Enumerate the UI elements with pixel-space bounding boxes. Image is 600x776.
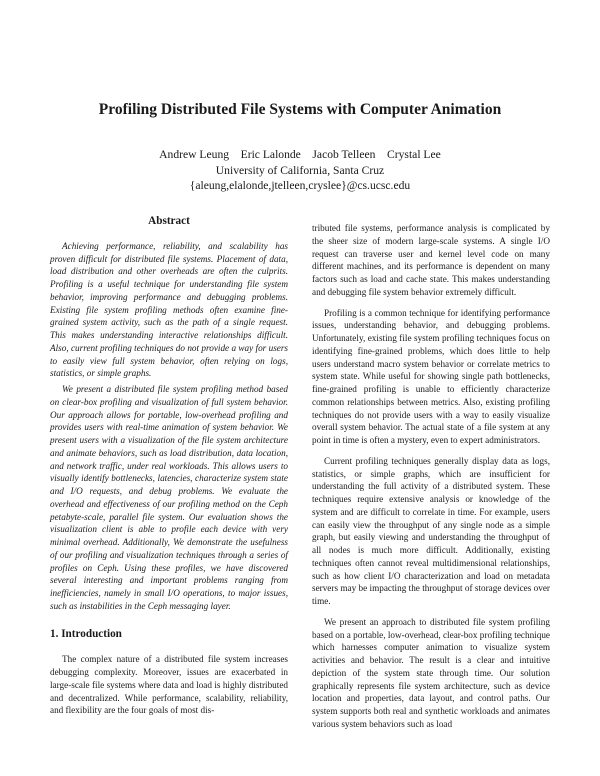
author-names: Andrew Leung Eric Lalonde Jacob Telleen Crystal Lee xyxy=(159,148,441,161)
body-paragraph: Profiling is a common technique for identifying performance issues, understanding behavior, and debugging problems. Unfortunately, existing file system profiling techniques focus on identifying fine-grained problems, which does little to help users understand macro system behavior or correlate metrics to system state. While useful for showing single path bottlenecks, fine-grained profiling is unable to efficiently characterize common relationships between metrics. Also, existing profiling techniques do not provide users with a way to easily visualize overall system behavior. The actual state of a file system at any point in time is often a mystery, even to expert administrators. xyxy=(312,307,550,445)
body-paragraph: Current profiling techniques generally display data as logs, statistics, or simple graphs, which are insufficient for understanding the full activity of a distributed system. These techniques require extensive analysis or knowledge of the system and are difficult to correlate in time. For example, users can easily view the throughput of any single node as a simple graph, but easily viewing and understanding the throughput of all nodes is much more difficult. Additionally, existing techniques often cannot reveal multidimensional relationships, such as how client I/O characterization and load on metadata servers may be impacting the throughput of storage devices over time. xyxy=(312,455,550,606)
body-paragraph: tributed file systems, performance analysis is complicated by the sheer size of modern large-scale systems. A single I/O request can traverse user and kernel level code on many different machines, and its performance is dependent on many factors such as load and cache state. This makes understanding and debugging file system behavior extremely difficult. xyxy=(312,223,550,297)
left-column xyxy=(50,215,288,717)
introduction-heading: 1. Introduction xyxy=(50,627,122,640)
author-email: {aleung,elalonde,jtelleen,cryslee}@cs.ucsc.edu xyxy=(189,179,411,192)
abstract-heading: Abstract xyxy=(148,215,190,227)
body-paragraph: We present an approach to distributed file system profiling based on a portable, low-overhead, clear-box profiling technique which harnesses computer animation to visualize system activities and behavior. The result is a clear and intuitive depiction of the system state through time. Our solution graphically represents file system architecture, such as device location and properties, data layout, and control paths. Our system supports both real and synthetic workloads and animates various system behaviors such as load xyxy=(312,616,550,729)
right-column xyxy=(312,222,550,739)
paper-title: Profiling Distributed File Systems with Computer Animation xyxy=(98,101,502,118)
affiliation: University of California, Santa Cruz xyxy=(215,163,385,177)
abstract-paragraph: We present a distributed file system profiling method based on clear-box profiling and visualization of full system behavior. Our approach allows for portable, low-overhead profiling and provides users with real-time animation of system behavior. We present users with a visualization of the file system architecture and animate behaviors, such as load distribution, data location, and network traffic, under real workloads. This allows users to visually identify bottlenecks, latencies, characterize system state and I/O requests, and debug problems. We evaluate the overhead and effectiveness of our profiling method on the Ceph petabyte-scale, parallel file system. Our evaluation shows the visualization client is able to profile each device with very minimal overhead. Additionally, We demonstrate the usefulness of our profiling and visualization techniques through a series of profiles on Ceph. Using these profiles, we have discovered several interesting and important problems ranging from inefficiencies, namely in small I/O operations, to major issues, such as instabilities in the Ceph messaging layer. xyxy=(50,384,288,611)
abstract-paragraph: Achieving performance, reliability, and scalability has proven difficult for distributed file systems. Placement of data, load distribution and other overheads are often the culprits. Profiling is a useful technique for understanding file system behavior, improving performance and debugging problems. Existing file system profiling methods often examine fine-grained system activity, such as the path of a single request. This makes understanding interactive relationships difficult. Also, current profiling techniques do not provide a way for users to easily view full system behavior, often relying on logs, statistics, or simple graphs. xyxy=(50,240,288,379)
abstract-section xyxy=(50,215,288,613)
introduction-paragraph: The complex nature of a distributed file system increases debugging complexity. Moreover, issues are exacerbated in large-scale file systems where data and load is highly distributed and decentralized. While performance, scalability, reliability, and flexibility are the four goals of most dis- xyxy=(50,654,288,716)
author-block xyxy=(0,147,600,194)
